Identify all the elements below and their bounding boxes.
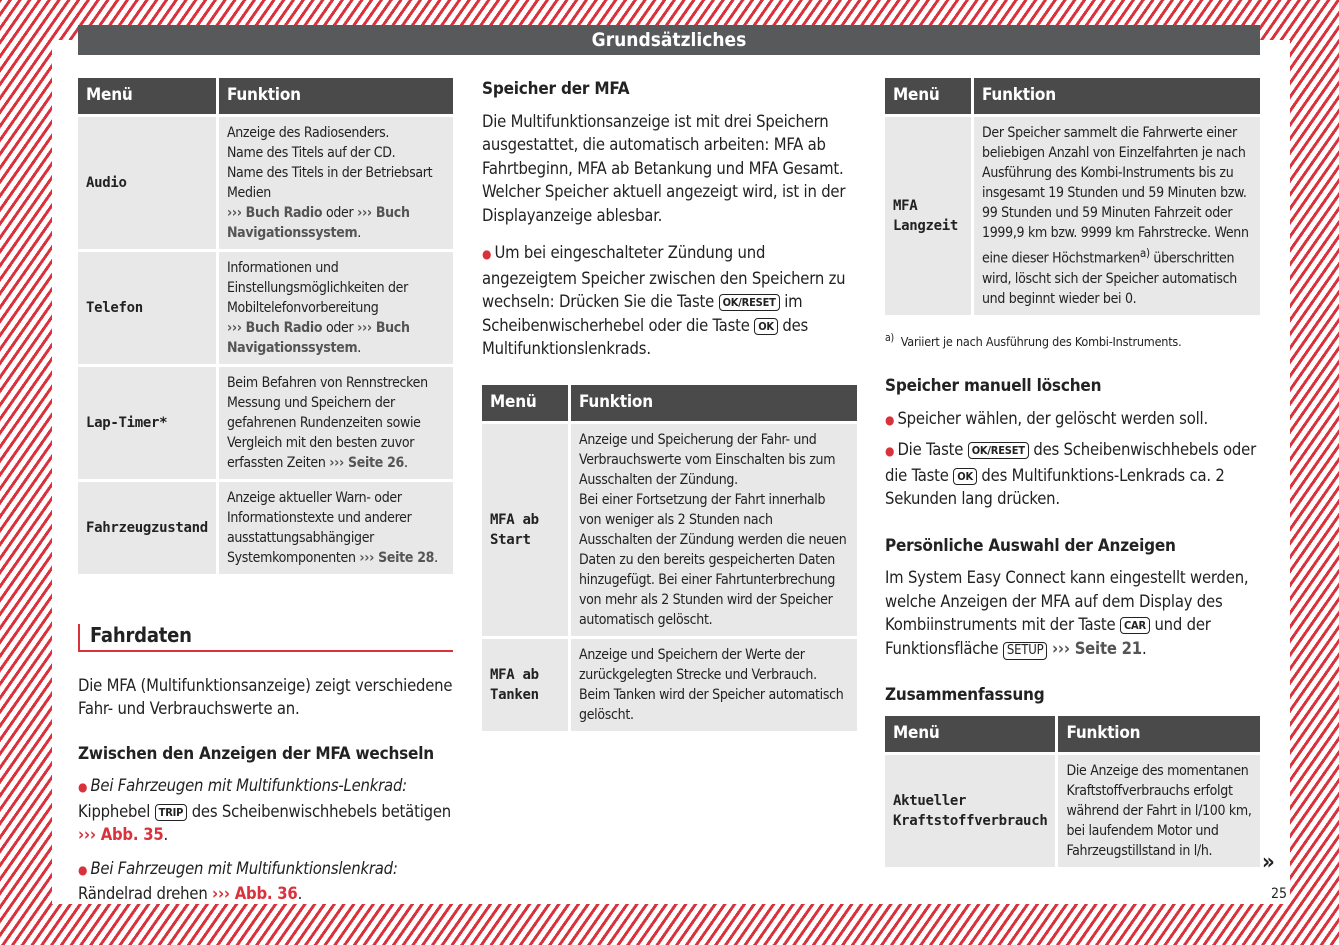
column-right (885, 78, 1260, 867)
text-segment: . (357, 225, 361, 241)
text-segment: a) (1139, 246, 1150, 260)
cross-reference-link[interactable]: ››› Abb. 35 (78, 825, 164, 844)
column-header: Funktion (974, 78, 1260, 114)
table-row (78, 482, 453, 574)
column-left (78, 78, 453, 916)
subheading: Zwischen den Anzeigen der MFA wechseln (78, 743, 434, 764)
bullet-icon: ● (78, 862, 91, 877)
text-segment: Rändelrad drehen (78, 884, 213, 903)
footnote-text: Variiert je nach Ausführung des Kombi-Instruments. (900, 333, 1182, 349)
column-header: Menü (482, 385, 568, 421)
text-segment: Kipphebel (78, 801, 155, 821)
table-row (78, 117, 453, 249)
text-segment: . (357, 340, 361, 356)
text-segment: Der Speicher sammelt die Fahrwerte einer beliebigen Anzahl von Einzelfahrten je nach Ausführung des Kombi-Instruments bis zu insgesamt 19 Stunden und 59 Minuten bzw. 99 Stunden und 59 Minuten Fahrzeit oder 1999,9 km bzw. 9999 km Fahrstrecke. Wenn eine dieser Höchstmarken (982, 125, 1249, 267)
section-title-fahrdaten: Fahrdaten (78, 624, 453, 652)
body-text: Die Multifunktionsanzeige ist mit drei Speichern ausgestattet, die automatisch arbeiten: MFA ab Fahrtbeginn, MFA ab Betankung und MFA Gesamt. Welcher Speicher aktuell angezeigt wird, ist in der Displayanzeige ablesbar. (482, 111, 846, 225)
text-segment: des Scheibenwischhebels betätigen (187, 801, 451, 821)
subheading: Speicher der MFA (482, 79, 630, 99)
menu-table (75, 75, 456, 577)
key-button-label: TRIP (155, 804, 188, 821)
text-segment: Im System Easy Connect kann eingestellt werden, welche Anzeigen der MFA auf dem Display des Kombiinstruments mit der Taste (885, 568, 1249, 635)
bullet-icon: ● (78, 780, 91, 794)
cross-reference-link[interactable]: ››› Buch Navigationssystem (226, 320, 410, 356)
text-segment: Die Taste (897, 440, 968, 460)
body-text (885, 566, 1260, 660)
function-cell (974, 117, 1260, 315)
page-number: 25 (1270, 886, 1287, 902)
text-segment: Speicher wählen, der gelöscht werden soll. (897, 408, 1208, 428)
function-cell (571, 639, 857, 731)
menu-cell: Lap-Timer* (78, 367, 216, 479)
continue-marker: » (1262, 850, 1275, 875)
menu-cell: MFA ab Start (482, 424, 568, 636)
menu-table (479, 382, 860, 734)
footnote (885, 327, 1260, 354)
text-segment: des Multifunktions-Lenkrads ca. 2 Sekunden lang drücken. (885, 465, 1225, 509)
text-segment: und der Funktionsfläche (885, 615, 1211, 658)
text-segment: überschritten wird, löscht sich der Speicher automatisch und beginnt wieder bei 0. (982, 250, 1237, 307)
column-header: Menü (78, 78, 216, 114)
cross-reference-link[interactable]: ››› Seite 21 (1051, 638, 1142, 658)
text-segment: im Scheibenwischerhebel oder die Taste (482, 292, 803, 335)
function-cell (219, 482, 453, 574)
text-segment: Anzeige aktueller Warn- oder Informationstexte und anderer ausstattungsabhängiger Systemkomponenten (226, 490, 412, 566)
text-segment: Um bei eingeschalteter Zündung und angezeigtem Speicher zwischen den Speichern zu wechseln: Drücken Sie die Taste (482, 243, 846, 311)
text-segment: Anzeige und Speicherung der Fahr- und Verbrauchswerte vom Einschalten bis zum Ausschalten der Zündung. Bei einer Fortsetzung der Fahrt innerhalb von weniger als 2 Stunden nach Ausschalten der Zündung werden die neuen Daten zu den bereits gespeicherten Daten hinzugefügt. Bei einer Fahrtunterbrechung von mehr als 2 Stunden wird der Speicher automatisch gelöscht. (579, 431, 847, 628)
text-segment: . (1141, 638, 1147, 658)
subheading: Zusammenfassung (885, 685, 1045, 706)
column-header: Funktion (571, 385, 857, 421)
bullet-icon: ● (482, 247, 495, 261)
intro-text: Die MFA (Multifunktionsanzeige) zeigt verschiedene Fahr- und Verbrauchswerte an. (78, 675, 453, 718)
text-segment: Bei Fahrzeugen mit Multifunktions-Lenkrad: (90, 776, 407, 795)
text-segment: . (434, 550, 438, 566)
menu-cell: Audio (78, 117, 216, 249)
footnote-mark: a) (885, 331, 894, 344)
table-row (885, 755, 1260, 867)
bullet-item (482, 241, 857, 361)
function-cell (1058, 755, 1260, 867)
subheading: Persönliche Auswahl der Anzeigen (885, 535, 1176, 556)
key-button-label: OK/RESET (968, 442, 1029, 459)
cross-reference-link[interactable]: ››› Buch Radio (226, 320, 323, 336)
text-segment: . (163, 825, 169, 844)
bullet-item (885, 407, 1260, 433)
text-segment: Die Anzeige des momentanen Kraftstoffverbrauchs erfolgt während der Fahrt in l/100 km, bei laufendem Motor und Fahrzeugstillstand in l/h. (1066, 762, 1252, 859)
menu-cell: MFA ab Tanken (482, 639, 568, 731)
text-segment: Informationen und Einstellungsmöglichkeiten der Mobiltelefonvorbereitung (226, 260, 408, 316)
menu-cell: Fahrzeugzustand (78, 482, 216, 574)
column-header: Funktion (1058, 716, 1260, 752)
section-header: Grundsätzliches (78, 25, 1260, 55)
function-cell (219, 367, 453, 479)
column-header: Funktion (219, 78, 453, 114)
column-middle (482, 78, 857, 731)
cross-reference-link[interactable]: ››› Abb. 36 (212, 884, 298, 903)
table-row (78, 252, 453, 364)
cross-reference-link[interactable]: ››› Seite 26 (329, 455, 405, 471)
cross-reference-link[interactable]: ››› Buch Navigationssystem (226, 205, 410, 241)
bullet-item (78, 774, 453, 847)
bullet-icon: ● (885, 412, 898, 427)
text-segment: . (297, 884, 303, 903)
table-row (482, 639, 857, 731)
menu-cell: MFA Langzeit (885, 117, 971, 315)
text-segment: Anzeige des Radiosenders. Name des Titels auf der CD. Name des Titels in der Betriebsart Medien (226, 125, 433, 201)
menu-table (882, 75, 1263, 318)
text-segment: Beim Befahren von Rennstrecken Messung und Speichern der gefahrenen Rundenzeiten sowie Vergleich mit den besten zuvor erfassten Zeiten (226, 375, 428, 471)
text-segment: des Scheibenwischhebels oder die Taste (885, 440, 1256, 485)
key-button-label: OK/RESET (719, 294, 780, 311)
text-segment: Anzeige und Speichern der Werte der zurückgelegten Strecke und Verbrauch. Beim Tanken wird der Speicher automatisch gelöscht. (579, 646, 844, 723)
bullet-item (78, 857, 453, 906)
text-segment: . (404, 455, 408, 471)
function-cell (219, 117, 453, 249)
menu-cell: Aktueller Kraftstoffverbrauch (885, 755, 1055, 867)
key-button-label: SETUP (1003, 642, 1048, 660)
text-segment: oder (322, 205, 358, 221)
table-row (482, 424, 857, 636)
cross-reference-link[interactable]: ››› Buch Radio (226, 205, 323, 221)
text-segment: Bei Fahrzeugen mit Multifunktionslenkrad: (90, 858, 398, 878)
key-button-label: OK (754, 318, 778, 335)
subheading: Speicher manuell löschen (885, 376, 1102, 397)
key-button-label: CAR (1120, 617, 1150, 634)
text-segment: oder (322, 320, 358, 336)
cross-reference-link[interactable]: ››› Seite 28 (359, 550, 435, 566)
table-row (78, 367, 453, 479)
key-button-label: OK (953, 468, 977, 485)
function-cell (219, 252, 453, 364)
column-header: Menü (885, 78, 971, 114)
menu-cell: Telefon (78, 252, 216, 364)
bullet-icon: ● (885, 444, 898, 459)
table-row (885, 117, 1260, 315)
column-header: Menü (885, 716, 1055, 752)
function-cell (571, 424, 857, 636)
bullet-item (885, 438, 1260, 511)
text-segment: des Multifunktionslenkrads. (482, 315, 809, 358)
summary-table (882, 713, 1263, 870)
